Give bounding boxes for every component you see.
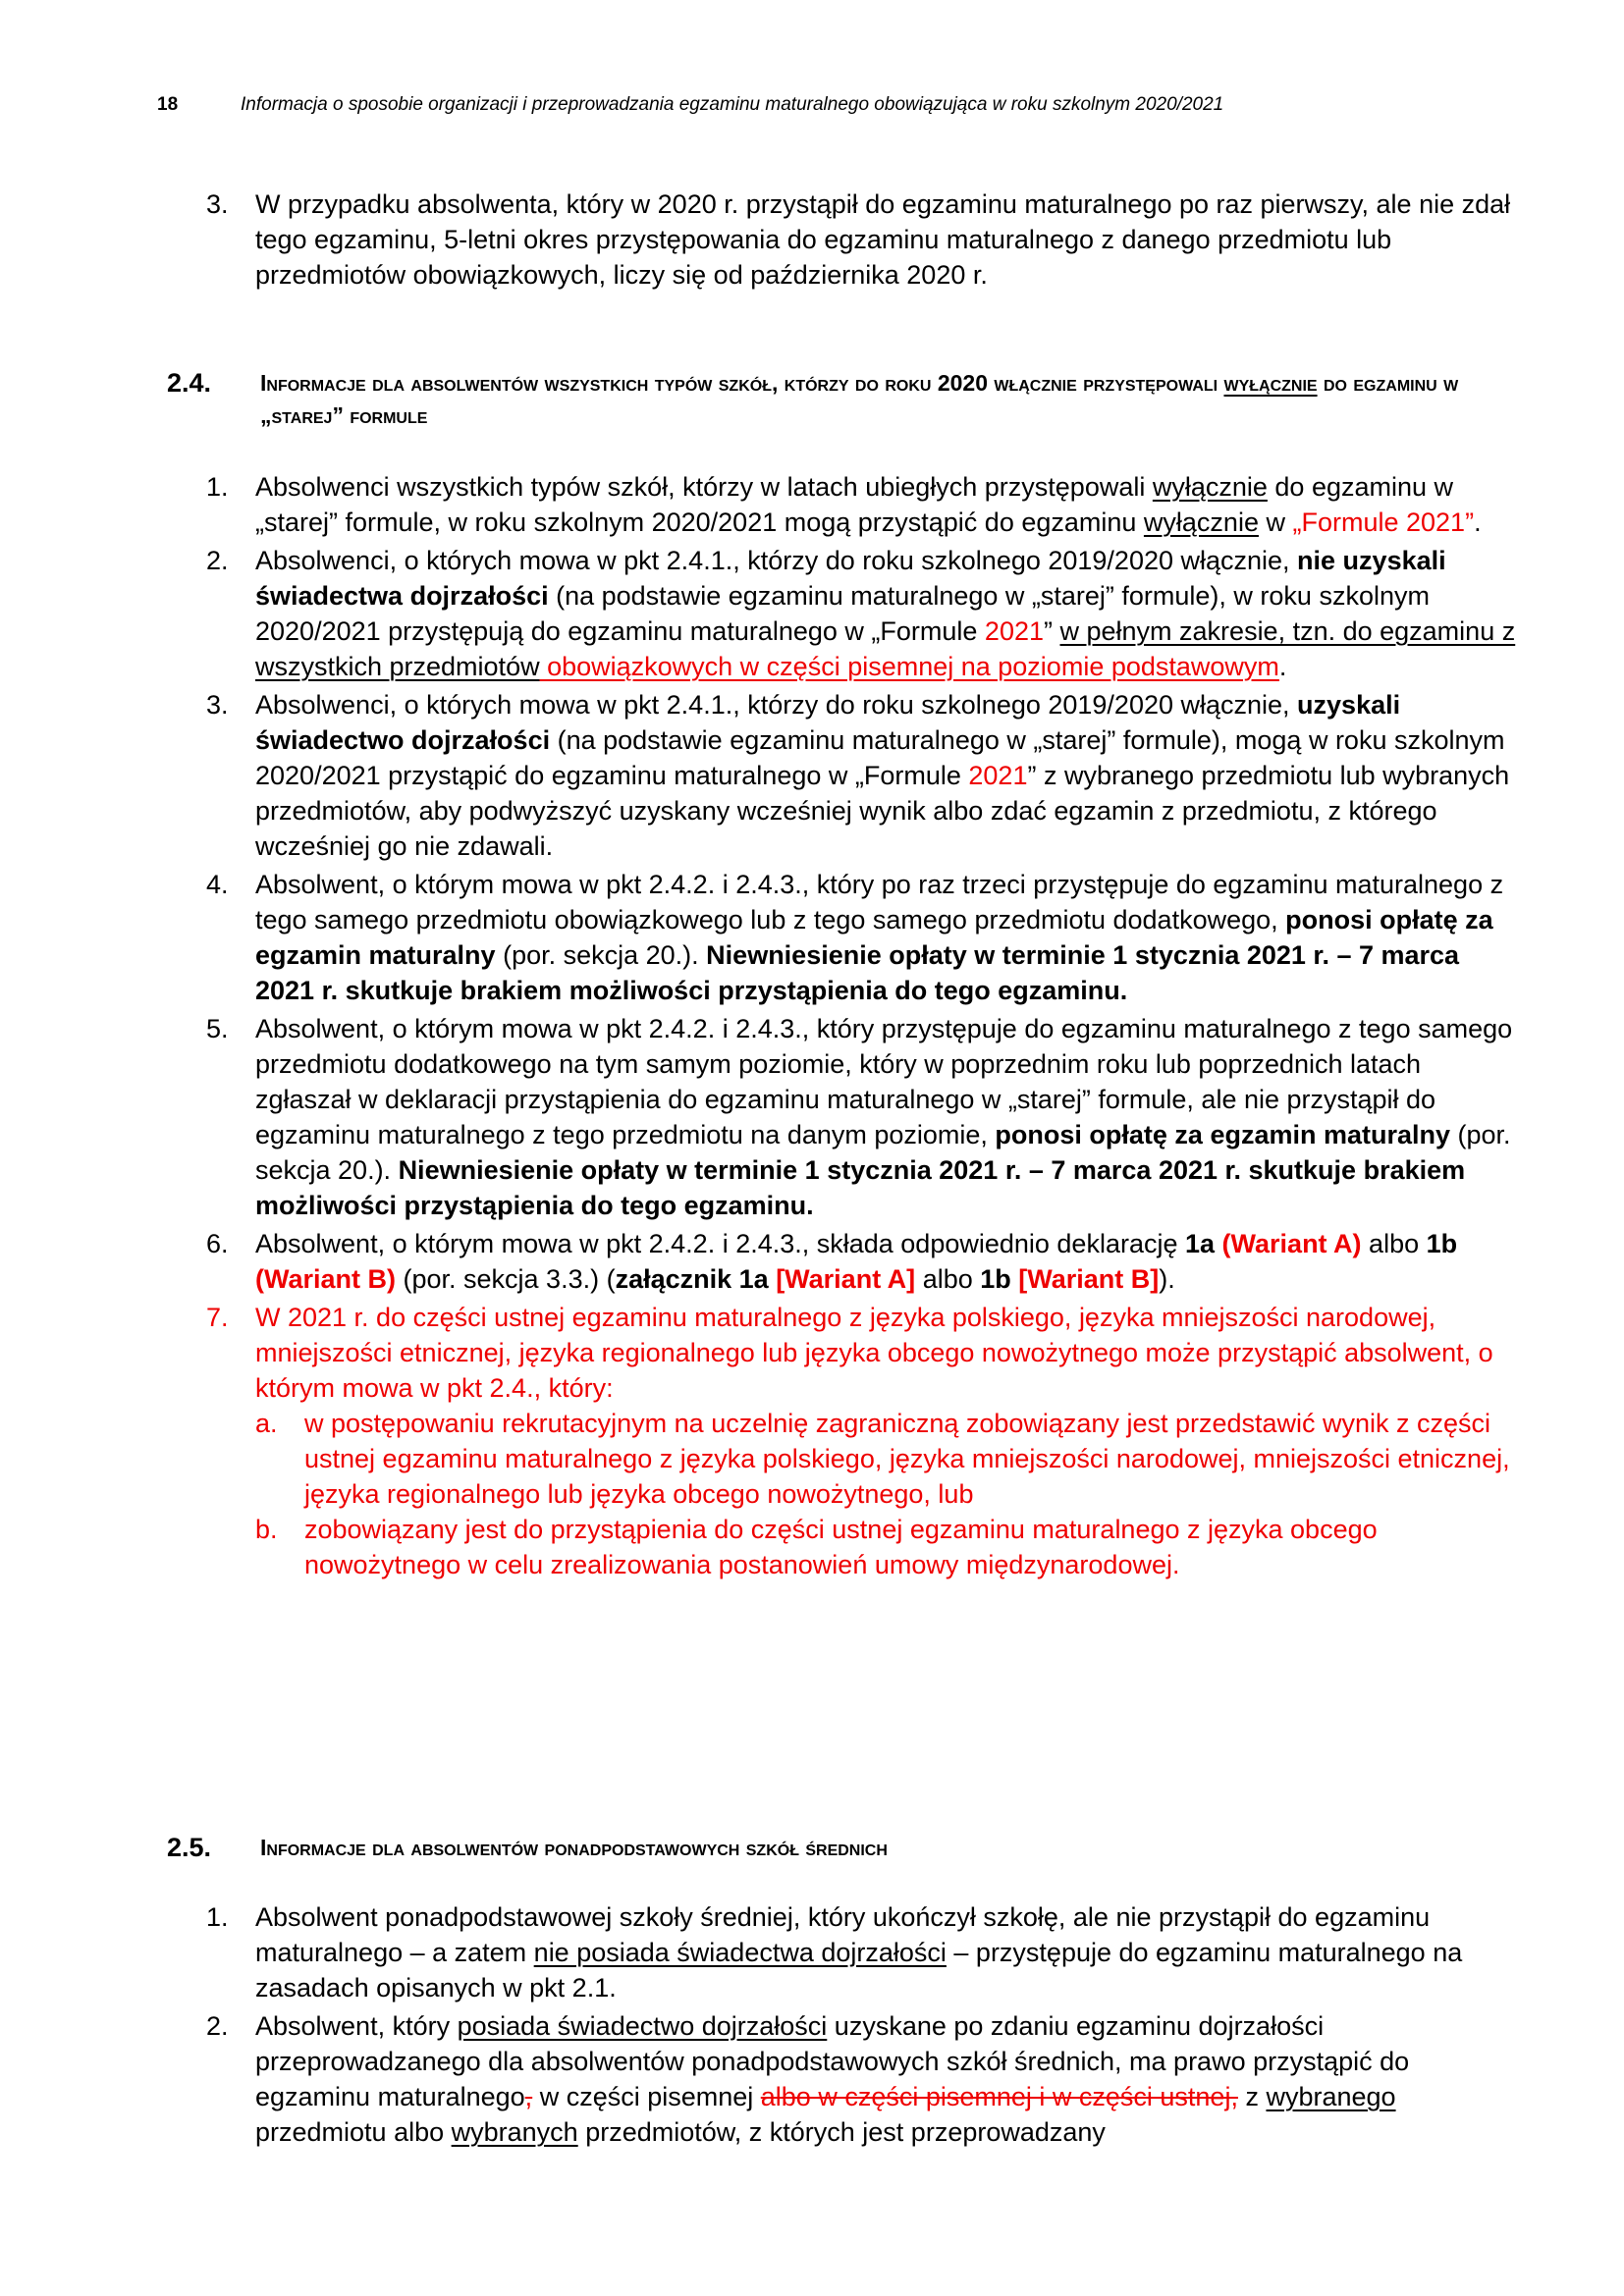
text: Absolwenci, o których mowa w pkt 2.4.1., którzy do roku szkolnego 2019/2020 włącznie, bbox=[255, 546, 1298, 575]
text: W 2021 r. do części ustnej egzaminu maturalnego z języka polskiego, języka mniejszości narodowej, mniejszości etnicznej, języka regionalnego lub języka obcego nowożytnego może przystąpić absolwent, o którym mowa w pkt 2.4., który: bbox=[255, 1303, 1493, 1403]
page-number: 18 bbox=[157, 94, 179, 115]
red-text: 2021 bbox=[968, 761, 1028, 790]
section-title-part: do egzaminu w „starej” formule bbox=[260, 370, 1459, 428]
list-item bbox=[206, 1226, 1522, 1297]
sub-list-item bbox=[255, 1406, 1522, 1512]
bold-text: Niewniesienie opłaty w terminie 1 stycznia 2021 r. – 7 marca 2021 r. skutkuje brakiem możliwości przystąpienia do tego egzaminu. bbox=[255, 940, 1460, 1005]
text: (na podstawie egzaminu maturalnego w „starej” formule), w roku szkolnym 2020/2021 przystępują do egzaminu maturalnego w „Formule bbox=[255, 581, 1430, 646]
bold-text: nie uzyskali świadectwa dojrzałości bbox=[255, 546, 1446, 611]
underlined-text: wybranych bbox=[451, 2117, 578, 2147]
red-bold-text: [Wariant B] bbox=[1010, 1264, 1160, 1294]
sub-list-item bbox=[255, 1512, 1522, 1582]
red-bold-text: [Wariant A] bbox=[768, 1264, 916, 1294]
text: Absolwent, o którym mowa w pkt 2.4.2. i 2.4.3., który przystępuje do egzaminu maturalnego z tego samego przedmiotu dodatkowego na tym samym poziomie, który w poprzednim roku lub poprzednich latach zgłaszał w deklaracji przystąpienia do egzaminu maturalnego w „starej” formule, ale nie przystąpił do egzaminu maturalnego z tego przedmiotu na danym poziomie, bbox=[255, 1014, 1513, 1149]
red-bold-text: (Wariant A) bbox=[1215, 1229, 1362, 1258]
text: ” bbox=[1044, 616, 1060, 646]
text: przedmiotu albo bbox=[255, 2117, 452, 2147]
list-item bbox=[206, 687, 1522, 864]
text: (por. sekcja 20.). bbox=[495, 940, 707, 970]
section-title: Informacje dla absolwentów ponadpodstawowych szkół średnich bbox=[260, 1835, 888, 1860]
text: Absolwenci, o których mowa w pkt 2.4.1., którzy do roku szkolnego 2019/2020 włącznie, bbox=[255, 690, 1298, 720]
text: ” z wybranego przedmiotu lub wybranych przedmiotów, aby podwyższyć uzyskany wcześniej wynik albo zdać egzamin z przedmiotu, z którego wcześniej go nie zdawali. bbox=[255, 761, 1510, 861]
section-number: 2.5. bbox=[167, 1833, 212, 1862]
text: . bbox=[1278, 652, 1287, 681]
text: Absolwent, o którym mowa w pkt 2.4.2. i 2.4.3., który po raz trzeci przystępuje do egzaminu maturalnego z tego samego przedmiotu obowiązkowego lub z tego samego przedmiotu dodatkowego, bbox=[255, 870, 1504, 934]
item-number: 4. bbox=[206, 870, 229, 899]
text: zobowiązany jest do przystąpienia do części ustnej egzaminu maturalnego z języka obcego nowożytnego w celu zrealizowania postanowień umowy międzynarodowej. bbox=[304, 1515, 1378, 1579]
text: uzyskane po zdaniu egzaminu dojrzałości przeprowadzanego dla absolwentów ponadpodstawowych szkół średnich, ma prawo przystąpić do egzaminu maturalnego bbox=[255, 2011, 1410, 2111]
list-item bbox=[206, 187, 1522, 293]
list-item bbox=[206, 867, 1522, 1008]
text: albo bbox=[1361, 1229, 1427, 1258]
red-text: 2021 bbox=[984, 616, 1044, 646]
text: albo bbox=[915, 1264, 981, 1294]
running-title: Informacja o sposobie organizacji i przeprowadzania egzaminu maturalnego obowiązująca w roku szkolnym 2020/2021 bbox=[241, 94, 1224, 115]
list-item bbox=[206, 1300, 1522, 1582]
item-number: 7. bbox=[206, 1303, 229, 1332]
list-item bbox=[206, 543, 1522, 684]
text: (na podstawie egzaminu maturalnego w „starej” formule), mogą w roku szkolnym 2020/2021 przystąpić do egzaminu maturalnego w „Formule bbox=[255, 725, 1505, 790]
bold-text: ponosi opłatę za egzamin maturalny bbox=[995, 1120, 1451, 1149]
text: w bbox=[1258, 507, 1293, 537]
text: . bbox=[1474, 507, 1482, 537]
red-underlined-text: obowiązkowych w części pisemnej na poziomie podstawowym bbox=[539, 652, 1279, 681]
item-number: 1. bbox=[206, 1902, 229, 1932]
section-title-underlined: wyłącznie bbox=[1223, 370, 1318, 396]
bold-text: uzyskali świadectwo dojrzałości bbox=[255, 690, 1401, 755]
text: Absolwent ponadpodstawowej szkoły średniej, który ukończył szkołę, ale nie przystąpił do egzaminu maturalnego – a zatem bbox=[255, 1902, 1431, 1967]
struck-text: albo w części pisemnej i w części ustnej, bbox=[760, 2082, 1238, 2111]
bold-text: ponosi opłatę za egzamin maturalny bbox=[255, 905, 1493, 970]
text: przedmiotów, z których jest przeprowadzany bbox=[577, 2117, 1106, 2147]
bold-text: 1a bbox=[1185, 1229, 1216, 1258]
list-item bbox=[206, 1899, 1522, 2005]
text: – przystępuje do egzaminu maturalnego na zasadach opisanych w pkt 2.1. bbox=[255, 1938, 1463, 2002]
previous-list bbox=[206, 187, 1522, 295]
text: (por. sekcja 3.3.) ( bbox=[396, 1264, 616, 1294]
list-item bbox=[206, 2008, 1522, 2150]
item-number: 2. bbox=[206, 2011, 229, 2041]
text: Absolwenci wszystkich typów szkół, którzy w latach ubiegłych przystępowali bbox=[255, 472, 1153, 502]
section-number: 2.4. bbox=[167, 368, 212, 398]
underlined-text: w pełnym zakresie, tzn. do egzaminu z wszystkich przedmiotów bbox=[255, 616, 1516, 681]
text: Absolwent, który bbox=[255, 2011, 458, 2041]
text: w części pisemnej bbox=[532, 2082, 761, 2111]
item-number: 5. bbox=[206, 1014, 229, 1043]
text: w postępowaniu rekrutacyjnym na uczelnię zagraniczną zobowiązany jest przedstawić wynik z części ustnej egzaminu maturalnego z języka polskiego, języka mniejszości narodowej, mniejszości etnicznej, języka regionalnego lub języka obcego nowożytnego, lub bbox=[304, 1409, 1510, 1509]
section-title-part: Informacje dla absolwentów wszystkich typów szkół, którzy do roku 2020 włącznie przystępowali bbox=[260, 370, 1224, 396]
underlined-text: wyłącznie bbox=[1152, 472, 1268, 502]
underlined-text: wybranego bbox=[1266, 2082, 1396, 2111]
item-letter: a. bbox=[255, 1409, 278, 1438]
item-letter: b. bbox=[255, 1515, 278, 1544]
bold-text: 1b bbox=[1426, 1229, 1458, 1258]
item-number: 1. bbox=[206, 472, 229, 502]
text: ). bbox=[1159, 1264, 1175, 1294]
section-2-4-list bbox=[206, 469, 1522, 1585]
item-number: 6. bbox=[206, 1229, 229, 1258]
text: z bbox=[1237, 2082, 1267, 2111]
section-title bbox=[260, 367, 1537, 432]
item-number: 3. bbox=[206, 690, 229, 720]
text: Absolwent, o którym mowa w pkt 2.4.2. i 2.4.3., składa odpowiednio deklarację bbox=[255, 1229, 1185, 1258]
text: (por. sekcja 20.). bbox=[255, 1120, 1511, 1185]
bold-text: Niewniesienie opłaty w terminie 1 stycznia 2021 r. – 7 marca 2021 r. skutkuje brakiem możliwości przystąpienia do tego egzaminu. bbox=[255, 1155, 1466, 1220]
item-text: W przypadku absolwenta, który w 2020 r. przystąpił do egzaminu maturalnego po raz pierwszy, ale nie zdał tego egzaminu, 5-letni okres przystępowania do egzaminu maturalnego z danego przedmiotu lub przedmiotów obowiązkowych, liczy się od października 2020 r. bbox=[255, 189, 1511, 290]
item-number: 2. bbox=[206, 546, 229, 575]
struck-text: , bbox=[524, 2082, 533, 2111]
list-item bbox=[206, 469, 1522, 540]
list-item bbox=[206, 1011, 1522, 1223]
underlined-text: wyłącznie bbox=[1143, 507, 1259, 537]
section-2-5-list bbox=[206, 1899, 1522, 2153]
underlined-text: nie posiada świadectwa dojrzałości bbox=[533, 1938, 947, 1967]
underlined-text: posiada świadectwo dojrzałości bbox=[457, 2011, 828, 2041]
bold-text: 1b bbox=[980, 1264, 1011, 1294]
bold-text: załącznik 1a bbox=[615, 1264, 769, 1294]
item-number: 3. bbox=[206, 189, 229, 219]
red-text: „Formule 2021” bbox=[1292, 507, 1475, 537]
text: do egzaminu w „starej” formule, w roku szkolnym 2020/2021 mogą przystąpić do egzaminu bbox=[255, 472, 1454, 537]
red-bold-text: (Wariant B) bbox=[255, 1264, 396, 1294]
